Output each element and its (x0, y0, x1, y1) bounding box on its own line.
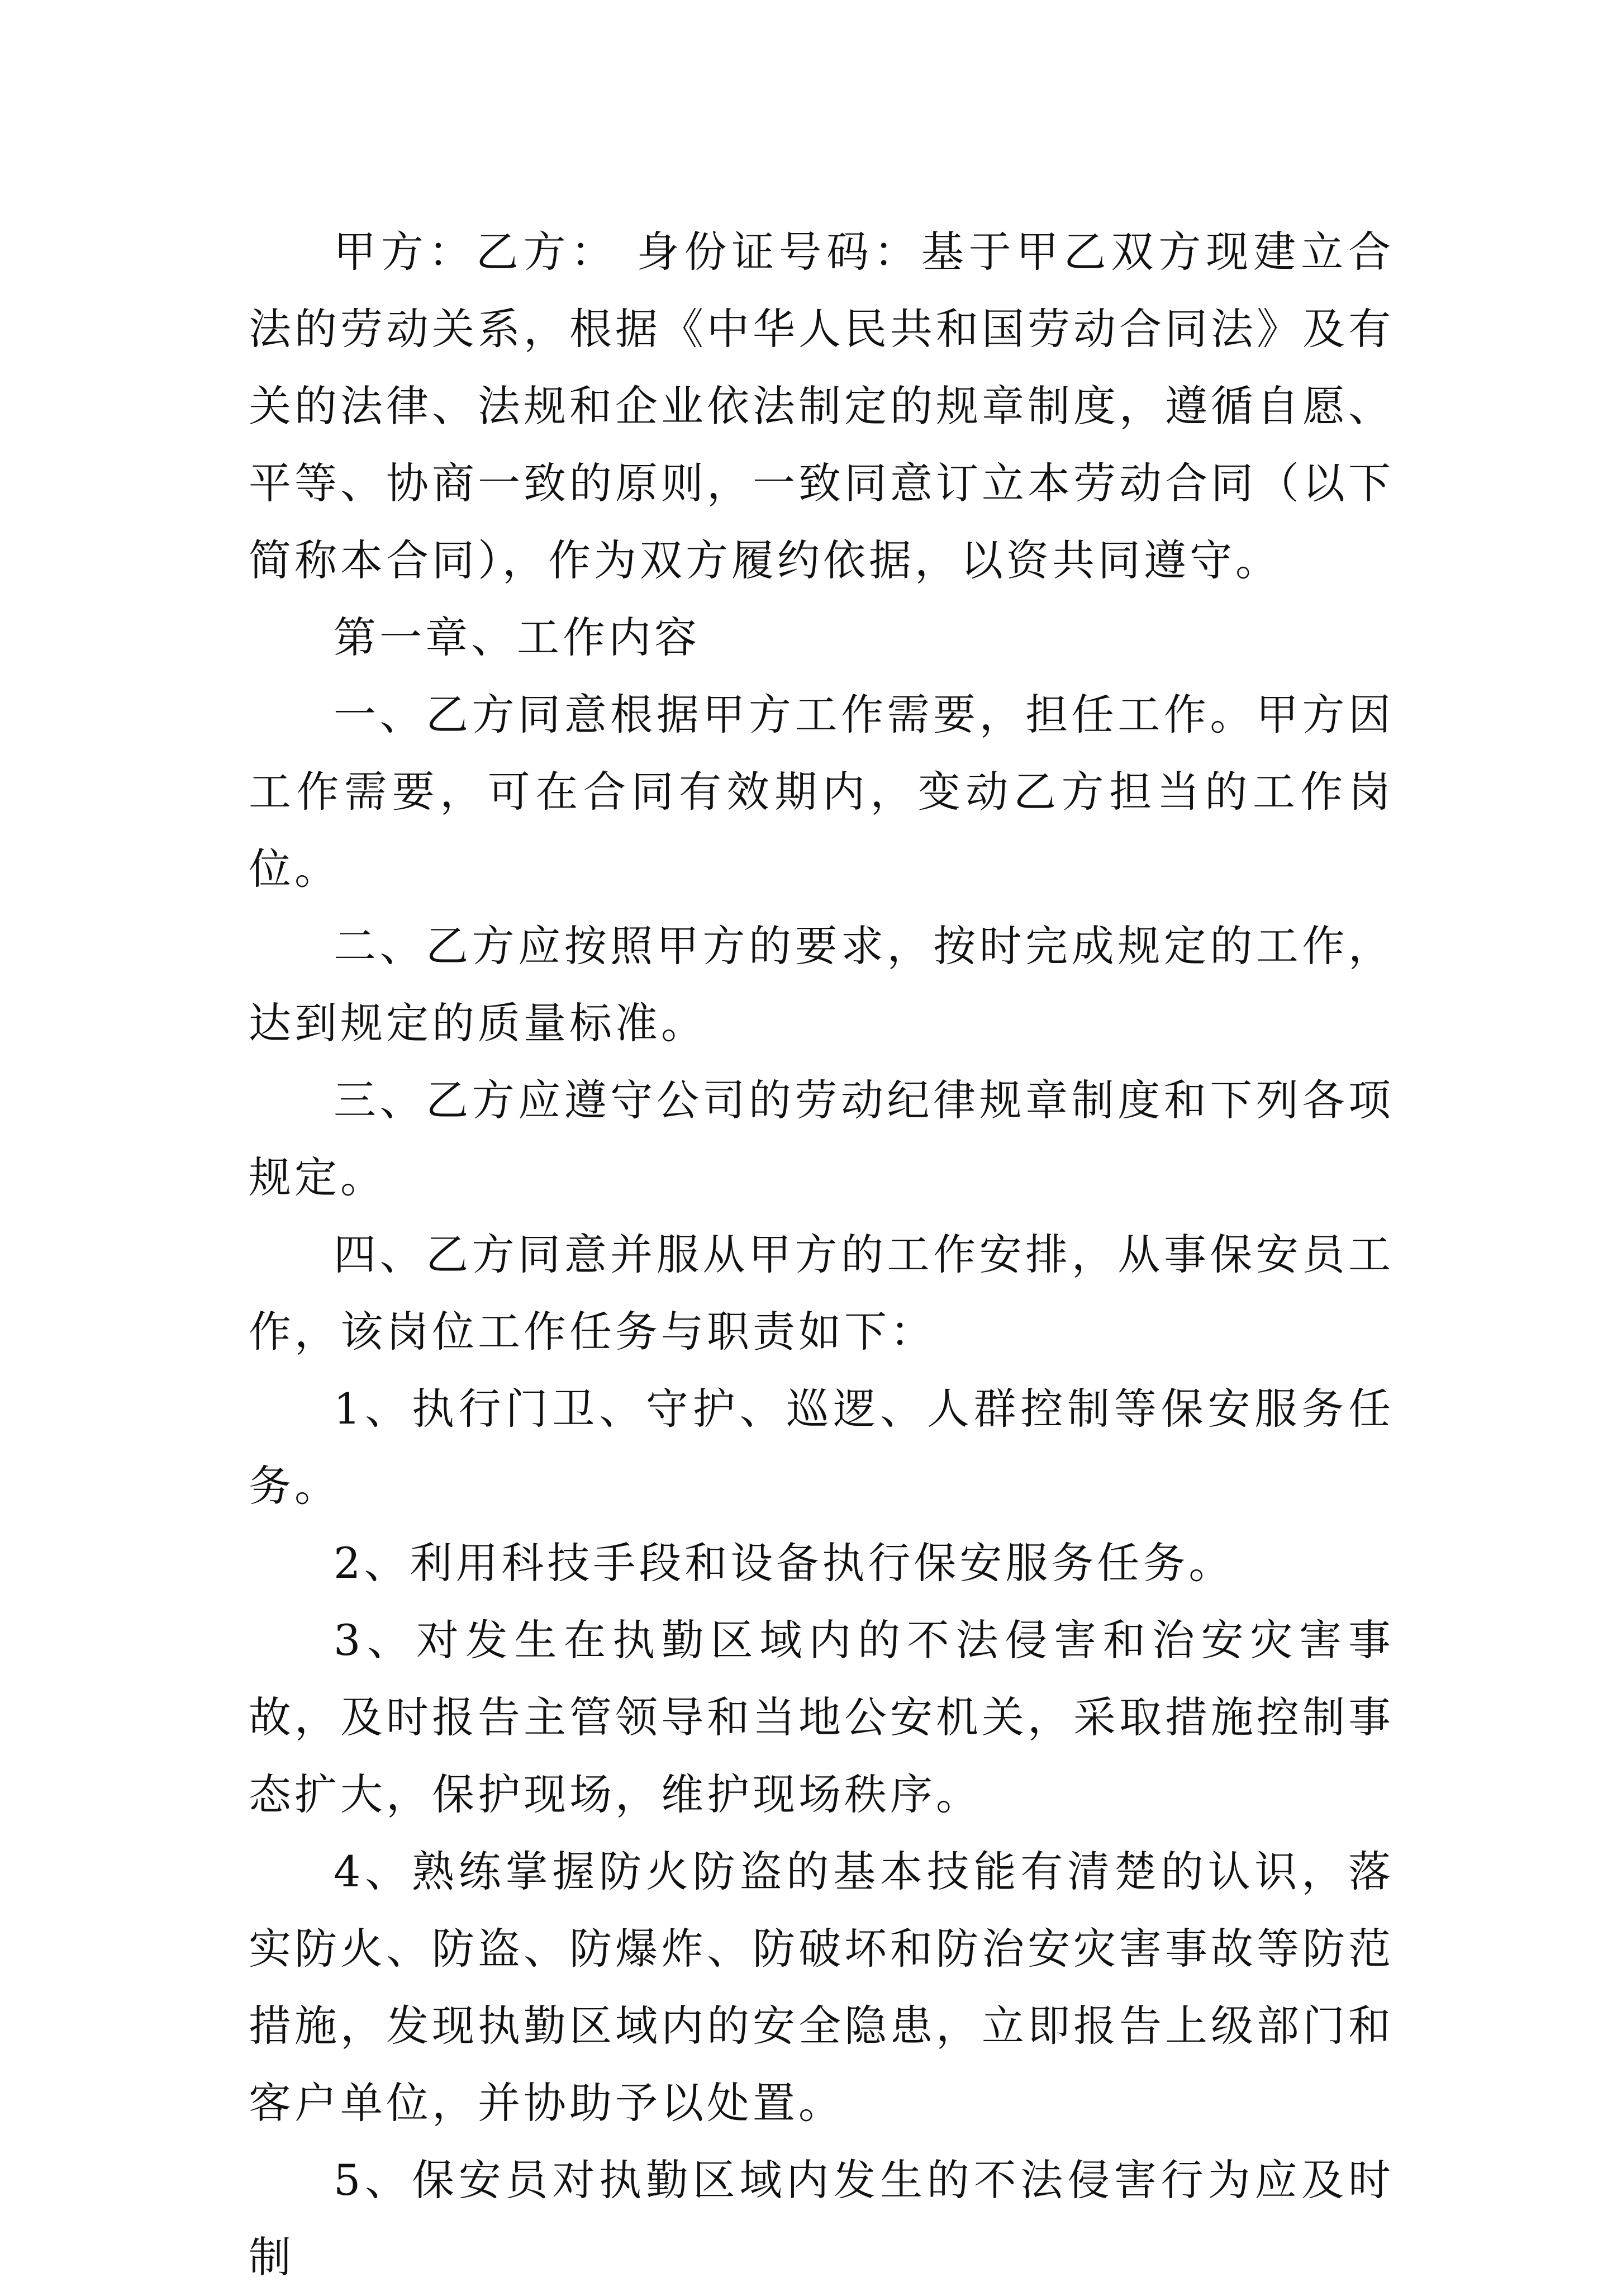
chapter-heading: 第一章、工作内容 (334, 613, 700, 662)
duty-item-4: 4、熟练掌握防火防盗的基本技能有清楚的认识，落实防火、防盗、防爆炸、防破坏和防治安灾害事故等防范措施，发现执勤区域内的安全隐患，立即报告上级部门和客户单位，并协助予以处置。 (249, 1847, 1394, 2128)
duty-item-2: 2、利用科技手段和设备执行保安服务任务。 (334, 1538, 1235, 1588)
paragraph-clause-3: 三、乙方应遵守公司的劳动纪律规章制度和下列各项规定。 (249, 1075, 1394, 1202)
paragraph-clause-2: 二、乙方应按照甲方的要求，按时完成规定的工作，达到规定的质量标准。 (249, 921, 1394, 1048)
document-body (249, 214, 1394, 2296)
duty-item-1: 1、执行门卫、守护、巡逻、人群控制等保安服务任务。 (249, 1384, 1394, 1511)
paragraph-clause-1: 一、乙方同意根据甲方工作需要，担任工作。甲方因工作需要，可在合同有效期内，变动乙方担当的工作岗位。 (249, 690, 1394, 894)
duty-item-3: 3、对发生在执勤区域内的不法侵害和治安灾害事故，及时报告主管领导和当地公安机关，采取措施控制事态扩大，保护现场，维护现场秩序。 (249, 1615, 1394, 1819)
paragraph-preamble: 甲方：乙方： 身份证号码：基于甲乙双方现建立合法的劳动关系，根据《中华人民共和国劳动合同法》及有关的法律、法规和企业依法制定的规章制度，遵循自愿、平等、协商一致的原则，一致同意订立本劳动合同（以下简称本合同），作为双方履约依据，以资共同遵守。 (249, 227, 1394, 585)
paragraph-clause-4: 四、乙方同意并服从甲方的工作安排，从事保安员工作，该岗位工作任务与职责如下： (249, 1230, 1394, 1356)
duty-item-5: 5、保安员对执勤区域内发生的不法侵害行为应及时制 (249, 2155, 1394, 2282)
